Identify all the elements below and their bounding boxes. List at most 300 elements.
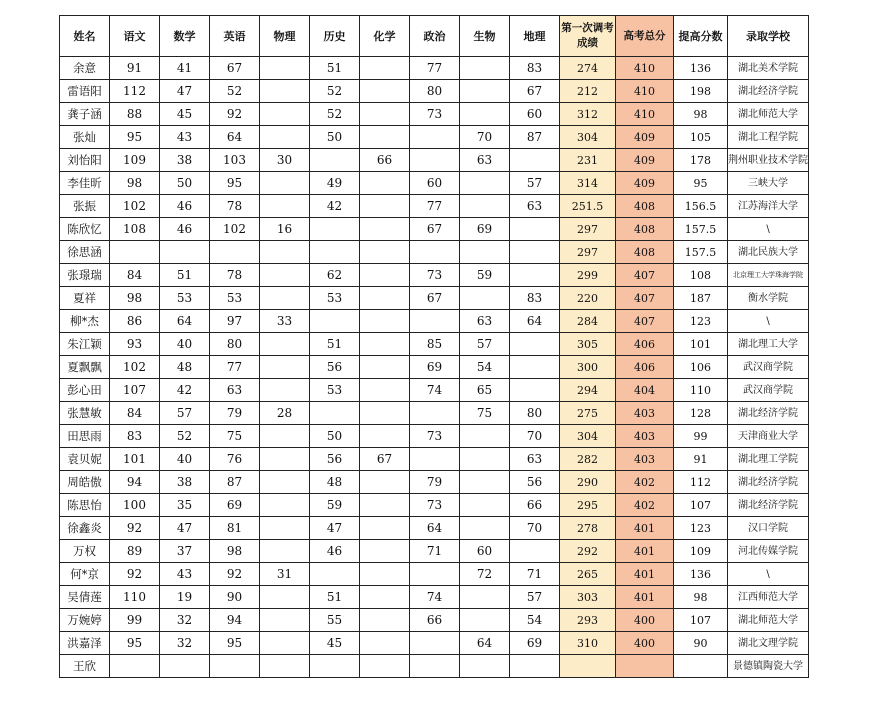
cell-english: 79 <box>210 402 260 425</box>
cell-chemistry <box>360 655 410 678</box>
cell-admitted-school: 湖北经济学院 <box>728 402 809 425</box>
table-row <box>60 126 809 149</box>
cell-geography: 71 <box>510 563 560 586</box>
cell-english: 92 <box>210 563 260 586</box>
cell-physics <box>260 494 310 517</box>
cell-first-exam: 282 <box>560 448 616 471</box>
cell-chinese: 98 <box>110 172 160 195</box>
cell-first-exam: 265 <box>560 563 616 586</box>
cell-physics <box>260 471 310 494</box>
cell-physics <box>260 609 310 632</box>
cell-math: 40 <box>160 448 210 471</box>
cell-improvement: 156.5 <box>674 195 728 218</box>
header-name: 姓名 <box>60 16 110 57</box>
cell-history: 50 <box>310 425 360 448</box>
cell-improvement: 136 <box>674 57 728 80</box>
cell-biology <box>460 517 510 540</box>
cell-politics <box>410 126 460 149</box>
cell-english: 52 <box>210 80 260 103</box>
cell-admitted-school: 江苏海洋大学 <box>728 195 809 218</box>
cell-name: 万婉婷 <box>60 609 110 632</box>
cell-biology <box>460 80 510 103</box>
table-row <box>60 218 809 241</box>
cell-politics: 74 <box>410 379 460 402</box>
table-row <box>60 241 809 264</box>
cell-chemistry <box>360 241 410 264</box>
cell-physics <box>260 103 310 126</box>
cell-name: 何*京 <box>60 563 110 586</box>
table-row <box>60 333 809 356</box>
cell-math: 32 <box>160 632 210 655</box>
table-row <box>60 609 809 632</box>
cell-physics: 28 <box>260 402 310 425</box>
cell-physics <box>260 333 310 356</box>
header-geography: 地理 <box>510 16 560 57</box>
cell-geography <box>510 241 560 264</box>
cell-gaokao-total: 401 <box>616 540 674 563</box>
table-row <box>60 655 809 678</box>
cell-physics <box>260 264 310 287</box>
cell-improvement: 157.5 <box>674 241 728 264</box>
cell-chemistry: 67 <box>360 448 410 471</box>
cell-admitted-school: 河北传媒学院 <box>728 540 809 563</box>
table-row <box>60 494 809 517</box>
cell-first-exam: 220 <box>560 287 616 310</box>
cell-math <box>160 241 210 264</box>
cell-name: 王欣 <box>60 655 110 678</box>
cell-biology: 57 <box>460 333 510 356</box>
cell-physics <box>260 655 310 678</box>
cell-politics: 74 <box>410 586 460 609</box>
cell-history: 47 <box>310 517 360 540</box>
cell-math: 38 <box>160 149 210 172</box>
cell-geography: 57 <box>510 586 560 609</box>
cell-improvement: 178 <box>674 149 728 172</box>
cell-first-exam: 212 <box>560 80 616 103</box>
cell-english: 90 <box>210 586 260 609</box>
cell-geography: 69 <box>510 632 560 655</box>
cell-name: 刘怡阳 <box>60 149 110 172</box>
cell-first-exam: 295 <box>560 494 616 517</box>
cell-politics: 79 <box>410 471 460 494</box>
cell-admitted-school: 湖北经济学院 <box>728 471 809 494</box>
cell-first-exam: 299 <box>560 264 616 287</box>
cell-history: 56 <box>310 356 360 379</box>
score-table <box>59 15 809 678</box>
cell-english: 92 <box>210 103 260 126</box>
cell-gaokao-total: 403 <box>616 425 674 448</box>
cell-physics <box>260 241 310 264</box>
cell-politics: 77 <box>410 195 460 218</box>
cell-politics: 73 <box>410 264 460 287</box>
cell-history <box>310 149 360 172</box>
cell-history <box>310 241 360 264</box>
cell-chinese: 99 <box>110 609 160 632</box>
table-row <box>60 80 809 103</box>
cell-math: 47 <box>160 517 210 540</box>
cell-biology: 72 <box>460 563 510 586</box>
cell-name: 夏祥 <box>60 287 110 310</box>
cell-math: 19 <box>160 586 210 609</box>
cell-first-exam: 292 <box>560 540 616 563</box>
cell-gaokao-total: 400 <box>616 609 674 632</box>
cell-history: 62 <box>310 264 360 287</box>
cell-first-exam: 297 <box>560 241 616 264</box>
header-politics: 政治 <box>410 16 460 57</box>
cell-math: 57 <box>160 402 210 425</box>
cell-geography <box>510 655 560 678</box>
cell-first-exam: 305 <box>560 333 616 356</box>
cell-geography <box>510 333 560 356</box>
cell-gaokao-total: 410 <box>616 57 674 80</box>
cell-name: 万权 <box>60 540 110 563</box>
cell-gaokao-total: 406 <box>616 333 674 356</box>
cell-improvement: 106 <box>674 356 728 379</box>
cell-gaokao-total: 402 <box>616 494 674 517</box>
cell-physics <box>260 195 310 218</box>
cell-english: 63 <box>210 379 260 402</box>
cell-politics: 60 <box>410 172 460 195</box>
cell-chinese: 86 <box>110 310 160 333</box>
cell-name: 李佳昕 <box>60 172 110 195</box>
cell-chinese: 84 <box>110 402 160 425</box>
cell-name: 张振 <box>60 195 110 218</box>
table-row <box>60 448 809 471</box>
header-chemistry: 化学 <box>360 16 410 57</box>
cell-english: 53 <box>210 287 260 310</box>
cell-chinese: 94 <box>110 471 160 494</box>
cell-first-exam: 312 <box>560 103 616 126</box>
cell-gaokao-total: 402 <box>616 471 674 494</box>
cell-politics <box>410 402 460 425</box>
cell-first-exam: 303 <box>560 586 616 609</box>
cell-name: 徐鑫炎 <box>60 517 110 540</box>
cell-chemistry <box>360 218 410 241</box>
cell-first-exam <box>560 655 616 678</box>
cell-math: 46 <box>160 218 210 241</box>
cell-gaokao-total: 404 <box>616 379 674 402</box>
cell-chemistry: 66 <box>360 149 410 172</box>
cell-improvement: 98 <box>674 586 728 609</box>
cell-history: 59 <box>310 494 360 517</box>
header-biology: 生物 <box>460 16 510 57</box>
table-row <box>60 402 809 425</box>
cell-english: 78 <box>210 195 260 218</box>
table-row <box>60 632 809 655</box>
cell-math: 32 <box>160 609 210 632</box>
cell-chemistry <box>360 57 410 80</box>
cell-chemistry <box>360 333 410 356</box>
cell-chemistry <box>360 103 410 126</box>
cell-first-exam: 304 <box>560 425 616 448</box>
cell-physics <box>260 287 310 310</box>
cell-geography: 60 <box>510 103 560 126</box>
cell-chinese: 88 <box>110 103 160 126</box>
cell-first-exam: 284 <box>560 310 616 333</box>
cell-history <box>310 655 360 678</box>
cell-improvement: 110 <box>674 379 728 402</box>
cell-gaokao-total: 408 <box>616 195 674 218</box>
cell-math: 42 <box>160 379 210 402</box>
table-row <box>60 586 809 609</box>
cell-improvement: 101 <box>674 333 728 356</box>
cell-first-exam: 275 <box>560 402 616 425</box>
cell-politics: 73 <box>410 425 460 448</box>
cell-physics <box>260 172 310 195</box>
cell-physics: 31 <box>260 563 310 586</box>
cell-math: 47 <box>160 80 210 103</box>
cell-geography: 70 <box>510 425 560 448</box>
cell-math: 43 <box>160 126 210 149</box>
cell-biology: 75 <box>460 402 510 425</box>
cell-math: 64 <box>160 310 210 333</box>
cell-name: 徐思涵 <box>60 241 110 264</box>
cell-chinese: 95 <box>110 126 160 149</box>
cell-chinese: 89 <box>110 540 160 563</box>
cell-geography: 87 <box>510 126 560 149</box>
cell-physics <box>260 540 310 563</box>
cell-admitted-school: 衡水学院 <box>728 287 809 310</box>
cell-gaokao-total: 409 <box>616 172 674 195</box>
cell-improvement: 99 <box>674 425 728 448</box>
cell-improvement: 123 <box>674 517 728 540</box>
cell-math: 48 <box>160 356 210 379</box>
cell-geography: 54 <box>510 609 560 632</box>
cell-biology <box>460 287 510 310</box>
cell-physics <box>260 80 310 103</box>
cell-gaokao-total: 401 <box>616 563 674 586</box>
cell-name: 张灿 <box>60 126 110 149</box>
cell-politics: 69 <box>410 356 460 379</box>
cell-chinese: 91 <box>110 57 160 80</box>
cell-name: 张慧敏 <box>60 402 110 425</box>
cell-improvement: 98 <box>674 103 728 126</box>
cell-gaokao-total: 403 <box>616 402 674 425</box>
cell-math: 38 <box>160 471 210 494</box>
cell-improvement: 198 <box>674 80 728 103</box>
header-chinese: 语文 <box>110 16 160 57</box>
cell-history: 52 <box>310 103 360 126</box>
cell-geography: 57 <box>510 172 560 195</box>
cell-geography: 83 <box>510 57 560 80</box>
cell-biology: 65 <box>460 379 510 402</box>
cell-name: 洪嘉泽 <box>60 632 110 655</box>
cell-physics <box>260 356 310 379</box>
cell-improvement: 136 <box>674 563 728 586</box>
cell-geography: 80 <box>510 402 560 425</box>
cell-chinese: 108 <box>110 218 160 241</box>
cell-name: 朱江颖 <box>60 333 110 356</box>
cell-chinese: 101 <box>110 448 160 471</box>
cell-chinese: 107 <box>110 379 160 402</box>
cell-physics <box>260 425 310 448</box>
cell-name: 陈思怡 <box>60 494 110 517</box>
cell-geography <box>510 264 560 287</box>
cell-politics <box>410 241 460 264</box>
cell-physics <box>260 632 310 655</box>
cell-biology <box>460 586 510 609</box>
cell-admitted-school: 北京理工大学珠海学院 <box>728 264 809 287</box>
cell-improvement: 128 <box>674 402 728 425</box>
cell-politics <box>410 448 460 471</box>
header-first-exam: 第一次调考成绩 <box>560 16 616 57</box>
table-row <box>60 103 809 126</box>
cell-geography: 64 <box>510 310 560 333</box>
cell-admitted-school: 湖北工程学院 <box>728 126 809 149</box>
cell-gaokao-total: 403 <box>616 448 674 471</box>
cell-name: 夏飘飘 <box>60 356 110 379</box>
cell-chemistry <box>360 310 410 333</box>
header-gaokao-total: 高考总分 <box>616 16 674 57</box>
table-row <box>60 517 809 540</box>
cell-history: 48 <box>310 471 360 494</box>
cell-admitted-school: \ <box>728 310 809 333</box>
cell-english: 103 <box>210 149 260 172</box>
cell-name: 龚子涵 <box>60 103 110 126</box>
cell-first-exam: 297 <box>560 218 616 241</box>
cell-chemistry <box>360 586 410 609</box>
table-row <box>60 356 809 379</box>
cell-chemistry <box>360 563 410 586</box>
cell-politics: 67 <box>410 287 460 310</box>
cell-chinese: 84 <box>110 264 160 287</box>
cell-politics: 67 <box>410 218 460 241</box>
cell-chinese: 98 <box>110 287 160 310</box>
cell-chemistry <box>360 356 410 379</box>
cell-gaokao-total: 410 <box>616 80 674 103</box>
cell-physics <box>260 448 310 471</box>
cell-geography <box>510 356 560 379</box>
header-improvement: 提高分数 <box>674 16 728 57</box>
header-row <box>60 16 809 57</box>
cell-chinese: 102 <box>110 356 160 379</box>
cell-biology: 59 <box>460 264 510 287</box>
cell-improvement: 107 <box>674 609 728 632</box>
cell-chinese: 92 <box>110 563 160 586</box>
table-row <box>60 57 809 80</box>
cell-history: 45 <box>310 632 360 655</box>
cell-admitted-school: 湖北经济学院 <box>728 80 809 103</box>
cell-admitted-school: 汉口学院 <box>728 517 809 540</box>
cell-history <box>310 402 360 425</box>
cell-geography <box>510 149 560 172</box>
cell-admitted-school: 湖北师范大学 <box>728 103 809 126</box>
cell-chemistry <box>360 494 410 517</box>
cell-english: 76 <box>210 448 260 471</box>
cell-math: 50 <box>160 172 210 195</box>
cell-gaokao-total: 400 <box>616 632 674 655</box>
cell-chinese: 95 <box>110 632 160 655</box>
cell-first-exam: 278 <box>560 517 616 540</box>
cell-improvement: 90 <box>674 632 728 655</box>
cell-english: 78 <box>210 264 260 287</box>
table-row <box>60 425 809 448</box>
cell-math: 35 <box>160 494 210 517</box>
cell-admitted-school: 湖北文理学院 <box>728 632 809 655</box>
cell-english: 80 <box>210 333 260 356</box>
cell-improvement: 112 <box>674 471 728 494</box>
cell-math <box>160 655 210 678</box>
cell-biology <box>460 241 510 264</box>
cell-chemistry <box>360 609 410 632</box>
cell-history: 49 <box>310 172 360 195</box>
cell-politics: 85 <box>410 333 460 356</box>
cell-math: 41 <box>160 57 210 80</box>
cell-improvement: 107 <box>674 494 728 517</box>
cell-chinese: 83 <box>110 425 160 448</box>
cell-chemistry <box>360 402 410 425</box>
cell-history <box>310 310 360 333</box>
cell-history: 50 <box>310 126 360 149</box>
cell-english: 64 <box>210 126 260 149</box>
cell-name: 周皓傲 <box>60 471 110 494</box>
cell-politics <box>410 655 460 678</box>
cell-admitted-school: 武汉商学院 <box>728 356 809 379</box>
cell-improvement: 108 <box>674 264 728 287</box>
cell-chemistry <box>360 379 410 402</box>
cell-name: 柳*杰 <box>60 310 110 333</box>
cell-physics <box>260 126 310 149</box>
cell-chinese: 110 <box>110 586 160 609</box>
cell-english: 102 <box>210 218 260 241</box>
cell-admitted-school: 湖北理工大学 <box>728 333 809 356</box>
cell-biology <box>460 195 510 218</box>
cell-gaokao-total: 401 <box>616 517 674 540</box>
cell-politics: 73 <box>410 103 460 126</box>
cell-admitted-school: 天津商业大学 <box>728 425 809 448</box>
cell-chemistry <box>360 632 410 655</box>
cell-chinese <box>110 241 160 264</box>
cell-history: 55 <box>310 609 360 632</box>
header-admitted-school: 录取学校 <box>728 16 809 57</box>
cell-name: 田思雨 <box>60 425 110 448</box>
cell-admitted-school: 湖北师范大学 <box>728 609 809 632</box>
cell-name: 彭心田 <box>60 379 110 402</box>
cell-biology <box>460 57 510 80</box>
cell-geography: 63 <box>510 195 560 218</box>
cell-politics: 80 <box>410 80 460 103</box>
cell-chemistry <box>360 80 410 103</box>
cell-chinese <box>110 655 160 678</box>
cell-name: 陈欣忆 <box>60 218 110 241</box>
cell-geography <box>510 218 560 241</box>
table-row <box>60 540 809 563</box>
cell-history: 46 <box>310 540 360 563</box>
table-row <box>60 310 809 333</box>
cell-name: 吴倩莲 <box>60 586 110 609</box>
cell-admitted-school: 荆州职业技术学院 <box>728 149 809 172</box>
cell-physics: 30 <box>260 149 310 172</box>
cell-improvement: 109 <box>674 540 728 563</box>
cell-improvement: 123 <box>674 310 728 333</box>
cell-improvement: 91 <box>674 448 728 471</box>
cell-biology: 64 <box>460 632 510 655</box>
table-row <box>60 471 809 494</box>
cell-improvement: 157.5 <box>674 218 728 241</box>
cell-english: 97 <box>210 310 260 333</box>
cell-english: 69 <box>210 494 260 517</box>
header-history: 历史 <box>310 16 360 57</box>
cell-first-exam: 300 <box>560 356 616 379</box>
header-english: 英语 <box>210 16 260 57</box>
cell-math: 51 <box>160 264 210 287</box>
cell-biology: 54 <box>460 356 510 379</box>
cell-biology: 70 <box>460 126 510 149</box>
cell-biology <box>460 425 510 448</box>
cell-chemistry <box>360 126 410 149</box>
cell-history <box>310 218 360 241</box>
cell-gaokao-total: 407 <box>616 310 674 333</box>
